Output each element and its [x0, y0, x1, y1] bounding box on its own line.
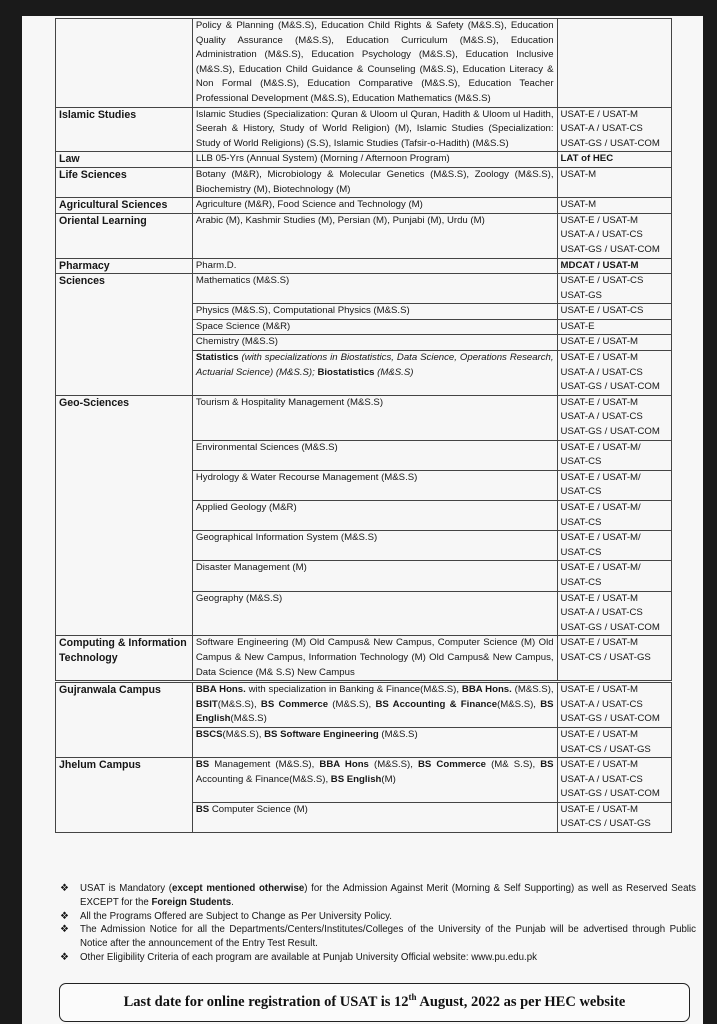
note-item — [56, 882, 696, 910]
test-text: USAT-E / USAT-M USAT-CS / USAT-GS — [560, 803, 651, 830]
category-cell: Pharmacy — [56, 258, 193, 274]
table-row — [56, 107, 672, 152]
table-row — [56, 19, 672, 108]
deadline-text: Last date for online registration of USAT is 12 — [123, 994, 409, 1010]
program-cell — [192, 351, 557, 396]
programs-table — [55, 18, 672, 833]
test-cell — [557, 682, 671, 728]
category-cell: Oriental Learning — [56, 213, 193, 258]
test-cell — [557, 351, 671, 396]
category-cell: Life Sciences — [56, 167, 193, 197]
program-name: BS Accounting & Finance — [375, 698, 498, 710]
diamond-bullet-icon: ❖ — [60, 883, 69, 894]
note-text: ) for the Admission Against Merit (Morning & Self Supporting) as well as Reserved Seats EXCEPT for the — [80, 883, 696, 908]
program-cell: Policy & Planning (M&S.S), Education Child Rights & Safety (M&S.S), Education Quality Assurance (M&S.S), Education Curriculum (M&S.S), Education Administration (M&S.S), Education Psychology (M&S.S), Education Inclusive (M&S.S), Education Child Guidance & Counseling (M&S.S), Education Literacy & Non Formal (M&S.S), Education Comparative (M&S.S), Education Teacher Professional Development (M&S.S), Education Mathematics (M&S.S) — [192, 19, 557, 108]
test-cell — [557, 636, 671, 682]
program-cell: Arabic (M), Kashmir Studies (M), Persian (M), Punjabi (M), Urdu (M) — [192, 213, 557, 258]
program-name: BS Commerce — [260, 698, 329, 710]
program-name: BS — [195, 803, 210, 815]
test-cell — [557, 274, 671, 304]
test-cell: MDCAT / USAT-M — [557, 258, 671, 274]
test-cell — [557, 213, 671, 258]
note-item — [56, 910, 696, 924]
note-emphasis: except mentioned otherwise — [171, 883, 305, 894]
table-row — [56, 274, 672, 304]
table-row — [56, 198, 672, 214]
program-cell: Agriculture (M&R), Food Science and Technology (M) — [192, 198, 557, 214]
test-text: USAT-E / USAT-M USAT-A / USAT-CS USAT-GS / USAT-COM — [560, 352, 660, 393]
table-row — [56, 167, 672, 197]
program-name: BS — [195, 759, 210, 771]
program-cell: Chemistry (M&S.S) — [192, 335, 557, 351]
program-detail: (M&S.S), — [328, 698, 376, 710]
program-name: BSCS — [195, 728, 223, 740]
program-cell: Mathematics (M&S.S) — [192, 274, 557, 304]
program-cell: Applied Geology (M&R) — [192, 501, 557, 531]
test-cell — [557, 591, 671, 636]
program-detail: Management (M&S.S), — [209, 759, 320, 771]
program-cell: Islamic Studies (Specialization: Quran & Uloom ul Quran, Hadith & Uloom ul Hadith, Seerah & History, Study of World Religion) (M), Islamic Studies (Specialization: Study of World Religions) (S.S), Islamic Studies (Tafsir-o-Hadith) (M&S.S) — [192, 107, 557, 152]
program-cell: Pharm.D. — [192, 258, 557, 274]
test-text: USAT-E / USAT-M USAT-CS / USAT-GS — [560, 637, 651, 663]
deadline-text: August, 2022 as per HEC website — [416, 994, 626, 1010]
test-cell — [557, 395, 671, 440]
test-cell — [557, 561, 671, 591]
program-cell: Tourism & Hospitality Management (M&S.S) — [192, 395, 557, 440]
diamond-bullet-icon: ❖ — [60, 924, 69, 936]
program-name: BBA Hons — [319, 759, 369, 771]
category-cell: Geo-Sciences — [56, 395, 193, 636]
registration-deadline-banner — [59, 983, 690, 1022]
program-cell: Hydrology & Water Recourse Management (M&S.S) — [192, 470, 557, 500]
test-text: USAT-E / USAT-M/ USAT-CS — [560, 562, 641, 588]
program-cell — [192, 802, 557, 832]
program-detail: (M&S.S), — [497, 698, 541, 710]
category-cell — [56, 19, 193, 108]
program-detail: (M&S.S), — [368, 759, 418, 771]
test-cell — [557, 470, 671, 500]
test-text: USAT-E / USAT-CS USAT-GS — [560, 275, 644, 301]
category-cell: Jhelum Campus — [56, 758, 193, 833]
program-cell: Physics (M&S.S), Computational Physics (M&S.S) — [192, 304, 557, 320]
program-detail: (M&S.S), — [511, 684, 554, 696]
notes-list — [56, 882, 696, 965]
note-text: . — [231, 896, 234, 908]
note-text: The Admission Notice for all the Departments/Centers/Institutes/Colleges of the University of the Punjab will be advertised through Public Notice after the announcement of the Entry Test Result. — [80, 924, 696, 950]
program-detail: with specialization in Banking & Finance(M&S.S), — [245, 684, 462, 696]
program-name: BBA Hons. — [461, 684, 512, 696]
test-cell: USAT-M — [557, 198, 671, 214]
test-text: USAT-E / USAT-M USAT-A / USAT-CS USAT-GS / USAT-COM — [560, 684, 660, 725]
program-detail: Computer Science (M) — [209, 803, 308, 815]
test-text: USAT-E / USAT-M USAT-A / USAT-CS USAT-GS / USAT-COM — [560, 396, 660, 438]
program-detail: (M) — [381, 773, 396, 785]
program-detail: (M&S.S) — [374, 366, 414, 378]
note-emphasis: Foreign Students — [151, 896, 232, 908]
diamond-bullet-icon: ❖ — [60, 951, 69, 963]
program-cell: Disaster Management (M) — [192, 561, 557, 591]
table-row — [56, 152, 672, 168]
test-cell: USAT-E / USAT-M — [557, 335, 671, 351]
table-row — [56, 258, 672, 274]
test-cell — [557, 802, 671, 832]
program-detail: (M&S.S) — [230, 713, 267, 725]
table-row — [56, 758, 672, 803]
program-cell — [192, 682, 557, 728]
test-text: USAT-E / USAT-M/ USAT-CS — [560, 532, 641, 558]
program-name: BBA Hons. — [195, 684, 246, 696]
program-detail: (M& S.S), — [486, 759, 541, 771]
category-cell: Sciences — [56, 274, 193, 396]
program-cell: Software Engineering (M) Old Campus& New Campus, Computer Science (M) Old Campus & New Campus, Information Technology (M) Old Campus& New Campus, Data Science (M& S.S) New Campus — [192, 636, 557, 682]
program-cell: Environmental Sciences (M&S.S) — [192, 440, 557, 470]
program-cell: LLB 05-Yrs (Annual System) (Morning / Afternoon Program) — [192, 152, 557, 168]
test-text: USAT-E / USAT-M/ USAT-CS — [560, 471, 641, 498]
test-text: USAT-E / USAT-M/ USAT-CS — [560, 441, 641, 468]
program-name: BSIT — [195, 698, 218, 710]
category-cell: Islamic Studies — [56, 107, 193, 152]
test-cell — [557, 440, 671, 470]
program-name: BS Commerce — [418, 759, 487, 771]
program-cell: Botany (M&R), Microbiology & Molecular Genetics (M&S.S), Zoology (M&S.S), Biochemistry (M), Biotechnology (M) — [192, 167, 557, 197]
note-text: Other Eligibility Criteria of each program are available at Punjab University Official website: www.pu.edu.pk — [80, 951, 537, 963]
test-text: USAT-E / USAT-M USAT-A / USAT-CS USAT-GS / USAT-COM — [560, 592, 660, 633]
table-row — [56, 213, 672, 258]
test-cell: USAT-E / USAT-CS — [557, 304, 671, 320]
program-name: BS — [540, 759, 554, 771]
category-cell: Law — [56, 152, 193, 168]
table-row — [56, 395, 672, 440]
test-cell: LAT of HEC — [557, 152, 671, 168]
note-item — [56, 923, 696, 951]
category-cell: Computing & Information Technology — [56, 636, 193, 682]
program-name: Biostatistics — [317, 366, 375, 378]
program-detail: (with specializations in Biostatistics, Data Science, Operations Research, Actuarial Science) (M&S.S); — [195, 352, 554, 378]
program-cell: Space Science (M&R) — [192, 319, 557, 335]
test-cell — [557, 727, 671, 757]
test-text: USAT-E / USAT-M USAT-CS / USAT-GS — [560, 728, 651, 755]
program-detail: (M&S.S), — [217, 698, 261, 710]
test-cell — [557, 531, 671, 561]
test-cell — [557, 501, 671, 531]
note-text: USAT is Mandatory ( — [80, 883, 172, 894]
program-cell — [192, 727, 557, 757]
category-cell: Agricultural Sciences — [56, 198, 193, 214]
document-sheet — [22, 16, 703, 1024]
program-detail: (M&S.S) — [378, 728, 418, 740]
program-detail: (M&S.S), — [222, 728, 265, 740]
test-text: USAT-E / USAT-M USAT-A / USAT-CS USAT-GS / USAT-COM — [560, 759, 660, 800]
deadline-ordinal: th — [408, 992, 417, 1003]
test-cell — [557, 19, 671, 108]
table-row — [56, 682, 672, 728]
program-name: Statistics — [195, 352, 239, 364]
note-text: All the Programs Offered are Subject to Change as Per University Policy. — [80, 910, 392, 922]
test-cell: USAT-M — [557, 167, 671, 197]
table-row — [56, 636, 672, 682]
test-text: USAT-E / USAT-M USAT-A / USAT-CS USAT-GS / USAT-COM — [560, 108, 660, 149]
diamond-bullet-icon: ❖ — [60, 910, 69, 922]
category-cell: Gujranwala Campus — [56, 682, 193, 758]
note-item — [56, 951, 696, 965]
program-name: BS Software Engineering — [264, 728, 379, 740]
test-text: USAT-E / USAT-M USAT-A / USAT-CS USAT-GS / USAT-COM — [560, 214, 660, 255]
test-cell — [557, 758, 671, 803]
program-cell — [192, 758, 557, 803]
test-cell — [557, 107, 671, 152]
program-detail: Accounting & Finance(M&S.S), — [195, 773, 331, 785]
program-cell: Geographical Information System (M&S.S) — [192, 531, 557, 561]
test-text: USAT-E / USAT-M/ USAT-CS — [560, 502, 641, 528]
program-cell: Geography (M&S.S) — [192, 591, 557, 636]
test-cell: USAT-E — [557, 319, 671, 335]
program-name: BS English — [195, 698, 554, 725]
program-name: BS English — [330, 773, 382, 785]
